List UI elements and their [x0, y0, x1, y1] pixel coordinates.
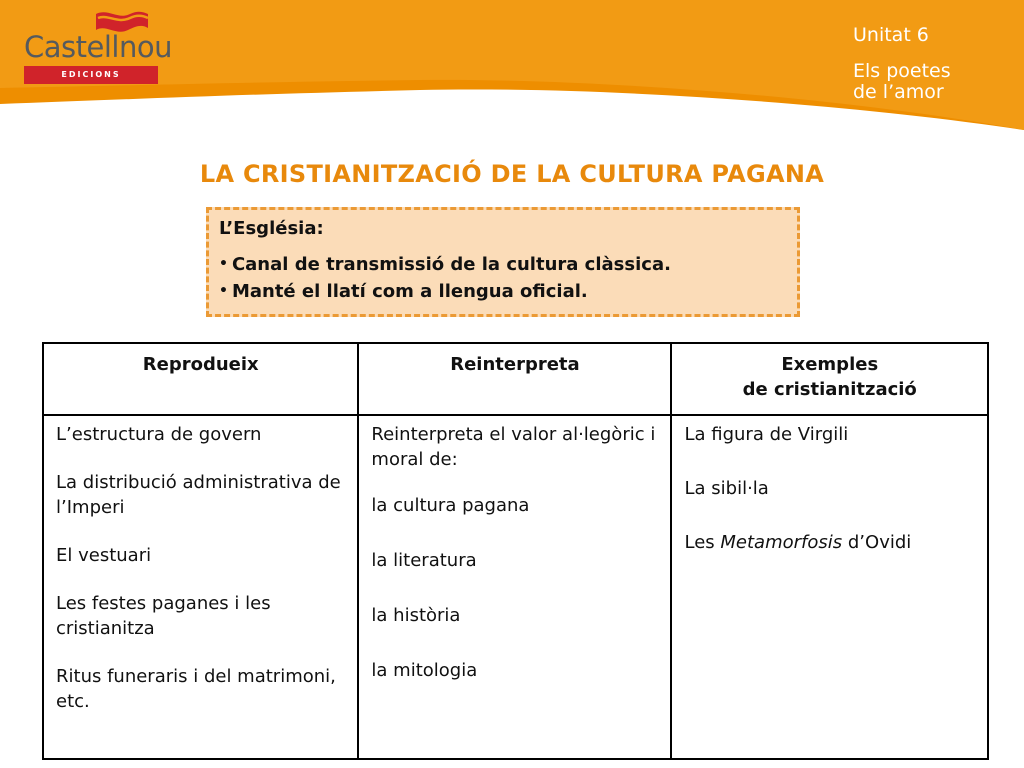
list-item: La figura de Virgili [684, 424, 849, 445]
list-item [684, 530, 975, 555]
list-item: la cultura pagana [371, 495, 530, 516]
bullet-icon: • [219, 256, 228, 272]
table-row [43, 415, 988, 759]
logo-wordmark: Castellnou [24, 30, 172, 64]
example-suffix: d’Ovidi [847, 532, 912, 553]
cell-exemples [671, 415, 988, 759]
list-item: la literatura [371, 550, 477, 571]
header-reinterpreta: Reinterpreta [358, 343, 671, 415]
note-bullet-text: Canal de transmissió de la cultura clàssica. [231, 254, 671, 275]
list-item: la història [371, 605, 461, 626]
example-prefix: Les [684, 532, 715, 553]
page-title: LA CRISTIANITZACIÓ DE LA CULTURA PAGANA [199, 160, 825, 188]
church-note-box [206, 207, 800, 317]
header-exemples [671, 343, 988, 415]
list-item: La distribució administrativa de l’Imperi [56, 472, 341, 518]
example-work-title: Metamorfosis [720, 532, 843, 553]
header-exemples-line2: de cristianització [742, 379, 917, 400]
reinterpreta-intro: Reinterpreta el valor al·legòric i moral de: [371, 424, 656, 470]
castellnou-logo [24, 10, 172, 79]
header-reprodueix: Reprodueix [43, 343, 358, 415]
unit-title [853, 61, 1013, 103]
list-item: L’estructura de govern [56, 424, 262, 445]
list-item: La sibil·la [684, 478, 769, 499]
bullet-icon: • [219, 283, 228, 299]
note-bullet-text: Manté el llatí com a llengua oficial. [231, 281, 588, 302]
note-bullet-item [219, 278, 787, 305]
cell-reinterpreta [358, 415, 671, 759]
list-item: Les festes paganes i les cristianitza [56, 593, 271, 639]
header-exemples-line1: Exemples [781, 354, 879, 375]
christianization-table [42, 342, 989, 760]
unit-title-line1: Els poetes [853, 60, 951, 82]
note-bullet-item [219, 251, 787, 278]
table-header-row [43, 343, 988, 415]
list-item: El vestuari [56, 545, 152, 566]
list-item: la mitologia [371, 660, 478, 681]
logo-subtitle: EDICIONS [24, 66, 158, 84]
note-heading: L’Església: [219, 218, 324, 239]
list-item: Ritus funeraris i del matrimoni, etc. [56, 666, 336, 712]
unit-label: Unitat 6 [853, 24, 929, 46]
cell-reprodueix [43, 415, 358, 759]
unit-title-line2: de l’amor [853, 81, 944, 103]
